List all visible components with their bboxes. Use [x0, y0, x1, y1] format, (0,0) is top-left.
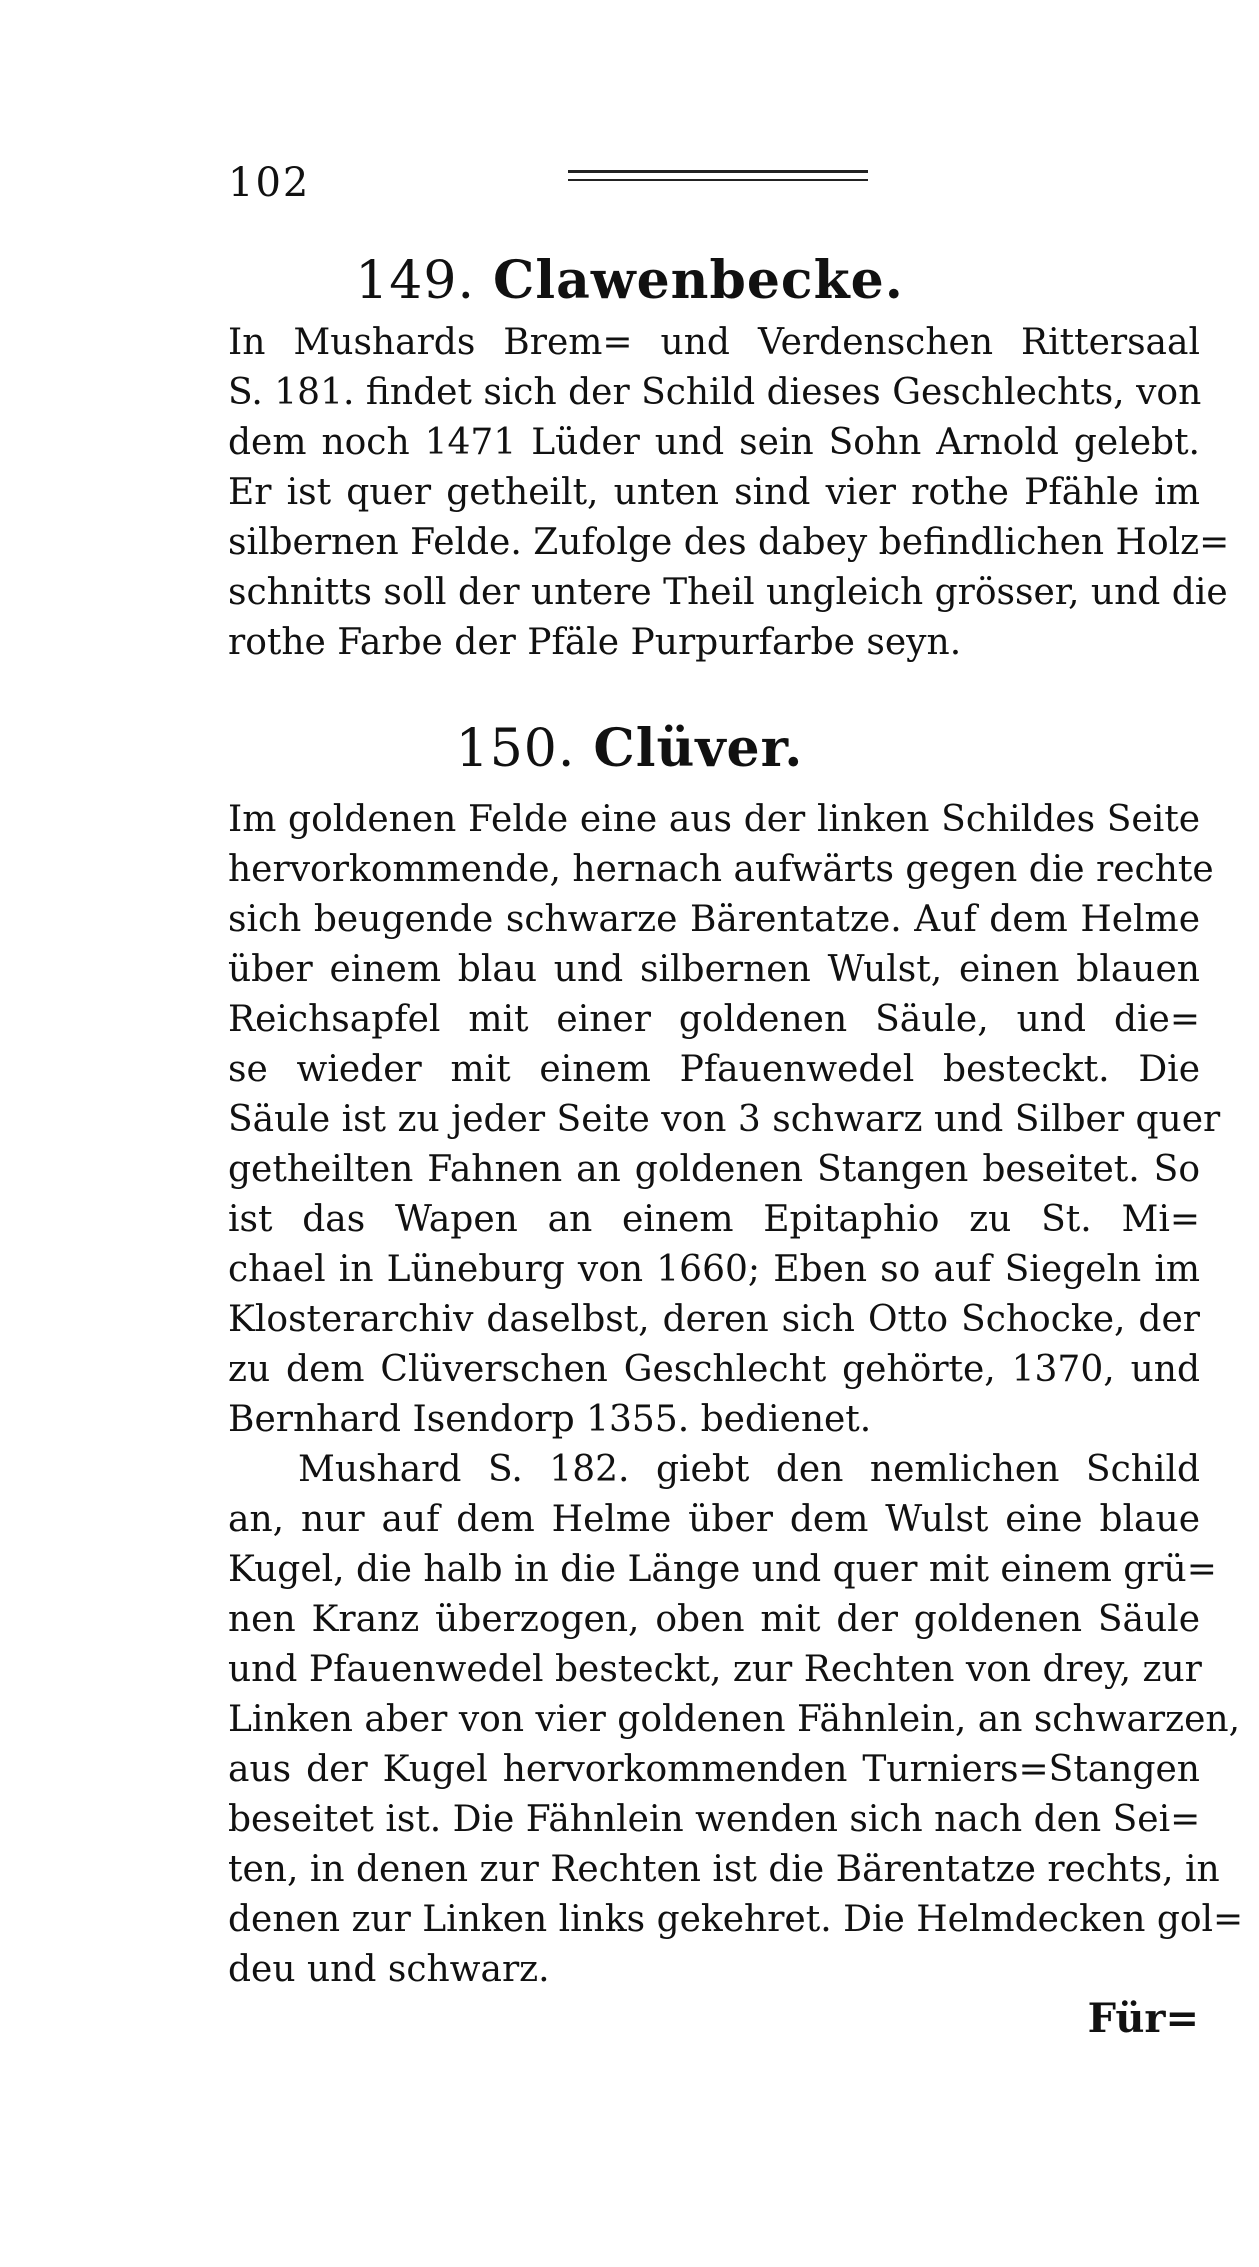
entry-name: Clüver. — [593, 718, 804, 779]
text-line: und Pfauenwedel besteckt, zur Rechten von drey, zur — [228, 1649, 1202, 1690]
text-line: beseitet ist. Die Fähnlein wenden sich nach den Sei= — [228, 1799, 1201, 1840]
text-line: rothe Farbe der Pfäle Purpurfarbe seyn. — [228, 622, 962, 663]
text-line: Säule ist zu jeder Seite von 3 schwarz und Silber quer — [228, 1099, 1221, 1140]
entry-name: Clawenbecke. — [492, 250, 904, 311]
text-line: an, nur auf dem Helme über dem Wulst eine blaue — [228, 1499, 1200, 1540]
header-rule — [568, 170, 868, 181]
text-line: denen zur Linken links gekehret. Die Helmdecken gol= — [228, 1899, 1244, 1940]
text-line: Klosterarchiv daselbst, deren sich Otto Schocke, der — [228, 1299, 1200, 1340]
text-line: über einem blau und silbernen Wulst, einen blauen — [228, 949, 1200, 990]
entry-number: 150. — [455, 719, 576, 779]
text-line: getheilten Fahnen an goldenen Stangen beseitet. So — [228, 1149, 1200, 1190]
text-line: Kugel, die halb in die Länge und quer mit einem grü= — [228, 1549, 1217, 1590]
text-line: ten, in denen zur Rechten ist die Bärentatze rechts, in — [228, 1849, 1220, 1890]
text-line: Linken aber von vier goldenen Fähnlein, an schwarzen, — [228, 1699, 1241, 1740]
entry-number: 149. — [355, 251, 475, 311]
text-line: Reichsapfel mit einer goldenen Säule, und die= — [228, 999, 1200, 1040]
page-number: 102 — [228, 160, 311, 206]
entry-heading-149 — [0, 250, 1259, 311]
text-line: chael in Lüneburg von 1660; Eben so auf Siegeln im — [228, 1249, 1200, 1290]
entry-150-paragraph-2 — [228, 1445, 1244, 1995]
text-line: schnitts soll der untere Theil ungleich grösser, und die — [228, 572, 1228, 613]
text-line: zu dem Clüverschen Geschlecht gehörte, 1370, und — [228, 1349, 1200, 1390]
text-line: Im goldenen Felde eine aus der linken Schildes Seite — [228, 799, 1200, 840]
text-line: dem noch 1471 Lüder und sein Sohn Arnold gelebt. — [228, 422, 1200, 463]
text-line: Mushard S. 182. giebt den nemlichen Schild — [298, 1449, 1200, 1490]
text-line: In Mushards Brem= und Verdenschen Rittersaal — [228, 322, 1200, 363]
text-line: Er ist quer getheilt, unten sind vier rothe Pfähle im — [228, 472, 1200, 513]
text-line: Bernhard Isendorp 1355. bedienet. — [228, 1399, 872, 1440]
text-line: nen Kranz überzogen, oben mit der goldenen Säule — [228, 1599, 1200, 1640]
entry-149-paragraph — [228, 318, 1230, 668]
text-line: silbernen Felde. Zufolge des dabey befindlichen Holz= — [228, 522, 1230, 563]
catchword: Für= — [1087, 1995, 1199, 2042]
entry-150-paragraph-1 — [228, 795, 1221, 1445]
text-line: sich beugende schwarze Bärentatze. Auf dem Helme — [228, 899, 1200, 940]
text-line: se wieder mit einem Pfauenwedel besteckt. Die — [228, 1049, 1200, 1090]
entry-heading-150 — [0, 718, 1259, 779]
text-line: hervorkommende, hernach aufwärts gegen die rechte — [228, 849, 1214, 890]
text-line: deu und schwarz. — [228, 1949, 550, 1990]
text-line: ist das Wapen an einem Epitaphio zu St. Mi= — [228, 1199, 1200, 1240]
text-line: aus der Kugel hervorkommenden Turniers=Stangen — [228, 1749, 1200, 1790]
text-line: S. 181. findet sich der Schild dieses Geschlechts, von — [228, 372, 1202, 413]
